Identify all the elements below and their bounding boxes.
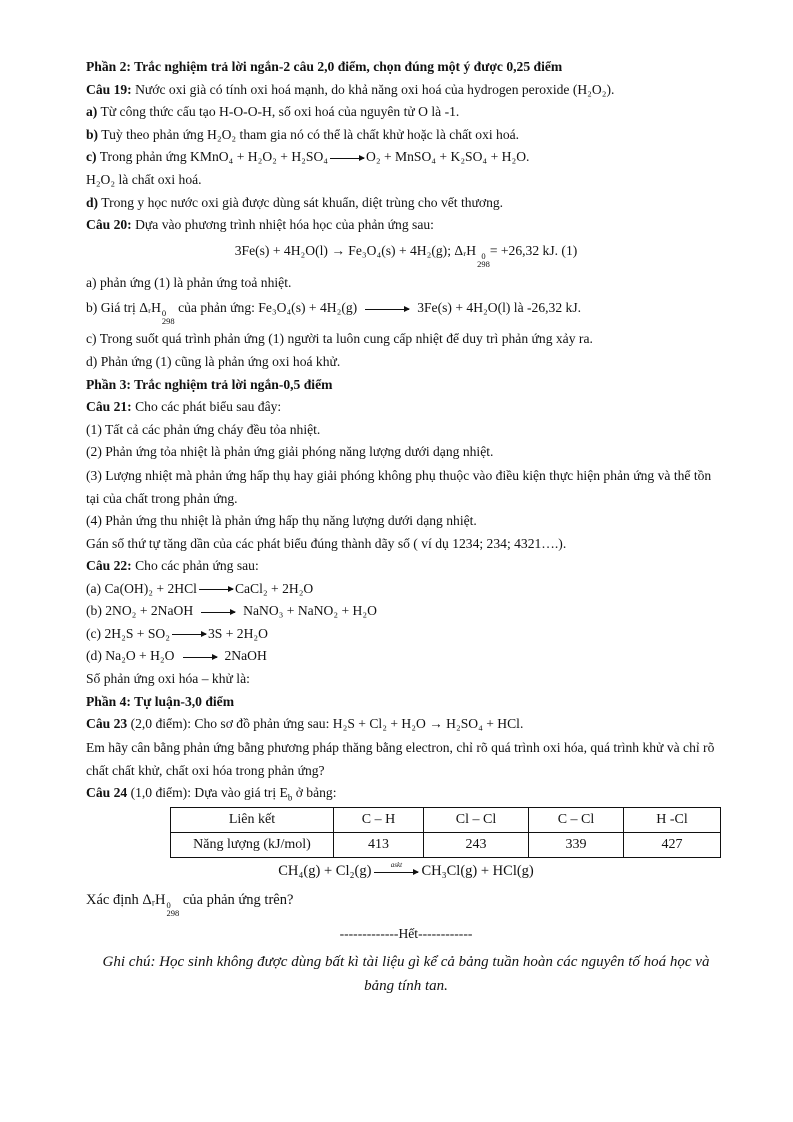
q22-question: Số phản ứng oxi hóa – khử là: [86, 671, 250, 687]
q22-reaction-c: (c) 2H₂S + SO₂ 3S + 2H₂O [86, 625, 268, 641]
q21-statement-2: (2) Phản ứng tỏa nhiệt là phản ứng giải phóng năng lượng dưới dạng nhiệt. [86, 444, 494, 460]
q19-option-d: d) Trong y học nước oxi già được dùng sát khuẩn, diệt trùng cho vết thương. [86, 194, 504, 210]
q19-option-c: c) Trong phản ứng KMnO₄ + H₂O₂ + H₂SO₄ O₂ + MnSO₄ + K₂SO₄ + H₂O. [86, 149, 530, 165]
part2-title: Phần 2: Trắc nghiệm trả lời ngắn-2 câu 2,0 điểm, chọn đúng một ý được 0,25 điểm [86, 59, 563, 74]
part3-title: Phần 3: Trắc nghiệm trả lời ngắn-0,5 điểm [86, 376, 333, 392]
q21-statement-1: (1) Tất cả các phản ứng cháy đều tỏa nhiệt. [86, 421, 321, 437]
table-cell: C – H [334, 808, 424, 833]
table-cell: Cl – Cl [424, 808, 529, 833]
q21-statement-3: (3) Lượng nhiệt mà phản ứng hấp thụ hay giải phóng không phụ thuộc vào điều kiện thực hiện phản ứng và thể tồn tại của chất trong phản ứng. [86, 467, 712, 506]
table-cell: 243 [424, 833, 529, 858]
q23-instruction: Em hãy cân bằng phản ứng bằng phương pháp thăng bằng electron, chỉ rõ quá trình oxi hóa, quá trình khử và chỉ rõ chất chất khử, chất oxi hóa trong phản ứng? [86, 739, 715, 778]
footer-note: Ghi chú: Học sinh không được dùng bất kì tài liệu gì kể cả bảng tuần hoàn các nguyên tố hoá học và bảng tính tan. [102, 953, 710, 994]
q22-reaction-a: (a) Ca(OH)₂ + 2HCl CaCl₂ + 2H₂O [86, 580, 314, 596]
q21-statement-4: (4) Phản ứng thu nhiệt là phản ứng hấp thụ năng lượng dưới dạng nhiệt. [86, 512, 477, 528]
q20-equation: 3Fe(s) + 4H₂O(l) → Fe₃O₄(s) + 4H₂(g); ΔᵣH 0 298 = +26,32 kJ. (1) [86, 240, 726, 268]
table-header-row [171, 808, 721, 833]
table-cell: 339 [529, 833, 624, 858]
table-cell: C – Cl [529, 808, 624, 833]
question-19: Câu 19: Nước oxi già có tính oxi hoá mạnh, do khả năng oxi hoá của hydrogen peroxide (H₂O₂). [86, 81, 615, 97]
table-cell: 413 [334, 833, 424, 858]
q22-reaction-b: (b) 2NO₂ + 2NaOH NaNO₃ + NaNO₂ + H₂O [86, 603, 377, 619]
question-20: Câu 20: Dựa vào phương trình nhiệt hóa học của phản ứng sau: [86, 217, 434, 233]
reaction-arrow [330, 158, 364, 159]
q20-option-c: c) Trong suốt quá trình phản ứng (1) người ta luôn cung cấp nhiệt để duy trì phản ứng xảy ra. [86, 331, 593, 347]
q24-question: Xác định ΔᵣH 0 298 của phản ứng trên? [86, 889, 726, 917]
part4-title: Phần 4: Tự luận-3,0 điểm [86, 693, 235, 709]
end-marker: -------------Hết------------ [339, 926, 473, 942]
question-21: Câu 21: Cho các phát biểu sau đây: [86, 399, 282, 415]
q20-option-d: d) Phản ứng (1) cũng là phản ứng oxi hoá khử. [86, 353, 341, 369]
reaction-arrow [365, 309, 409, 310]
q22-reaction-d: (d) Na₂O + H₂O 2NaOH [86, 648, 267, 664]
reaction-arrow [201, 612, 235, 613]
table-cell: H -Cl [624, 808, 721, 833]
table-cell: 427 [624, 833, 721, 858]
q20-option-b: b) Giá trị ΔᵣH 0 298 của phản ứng: Fe₃O₄(s) + 4H₂(g) 3Fe(s) + 4H₂O(l) là -26,32 kJ. [86, 297, 726, 325]
question-23: Câu 23 (2,0 điểm): Cho sơ đồ phản ứng sau: H₂S + Cl₂ + H₂O → H₂SO₄ + HCl. [86, 716, 524, 732]
question-22: Câu 22: Cho các phản ứng sau: [86, 558, 259, 574]
q24-equation: CH₄(g) + Cl₂(g) askt CH₃Cl(g) + HCl(g) [278, 860, 534, 880]
enthalpy-symbol: ΔᵣH 0 298 [139, 300, 175, 327]
q21-instruction: Gán số thứ tự tăng dần của các phát biểu đúng thành dãy số ( ví dụ 1234; 234; 4321….). [86, 535, 567, 551]
reaction-arrow [199, 589, 233, 590]
enthalpy-symbol: ΔᵣH 0 298 [142, 892, 180, 919]
bond-energy-table [170, 807, 721, 858]
table-row [171, 833, 721, 858]
q19-option-c-cont: H₂O₂ là chất oxi hoá. [86, 171, 202, 187]
table-cell: Năng lượng (kJ/mol) [171, 833, 334, 858]
reaction-arrow [183, 657, 217, 658]
q19-option-a: a) Từ công thức cấu tạo H-O-O-H, số oxi hoá của nguyên tử O là -1. [86, 104, 460, 120]
exam-page [86, 56, 726, 998]
table-cell: Liên kết [171, 808, 334, 833]
q19-option-b: b) Tuỳ theo phản ứng H₂O₂ tham gia nó có thể là chất khử hoặc là chất oxi hoá. [86, 126, 520, 142]
reaction-arrow [172, 634, 206, 635]
reaction-arrow: askt [374, 872, 418, 873]
question-24: Câu 24 (1,0 điểm): Dựa vào giá trị $E_b$ ở bảng: [86, 784, 337, 803]
enthalpy-symbol: ΔᵣH 0 298 [454, 242, 490, 269]
q20-option-a: a) phản ứng (1) là phản ứng toả nhiệt. [86, 274, 292, 290]
